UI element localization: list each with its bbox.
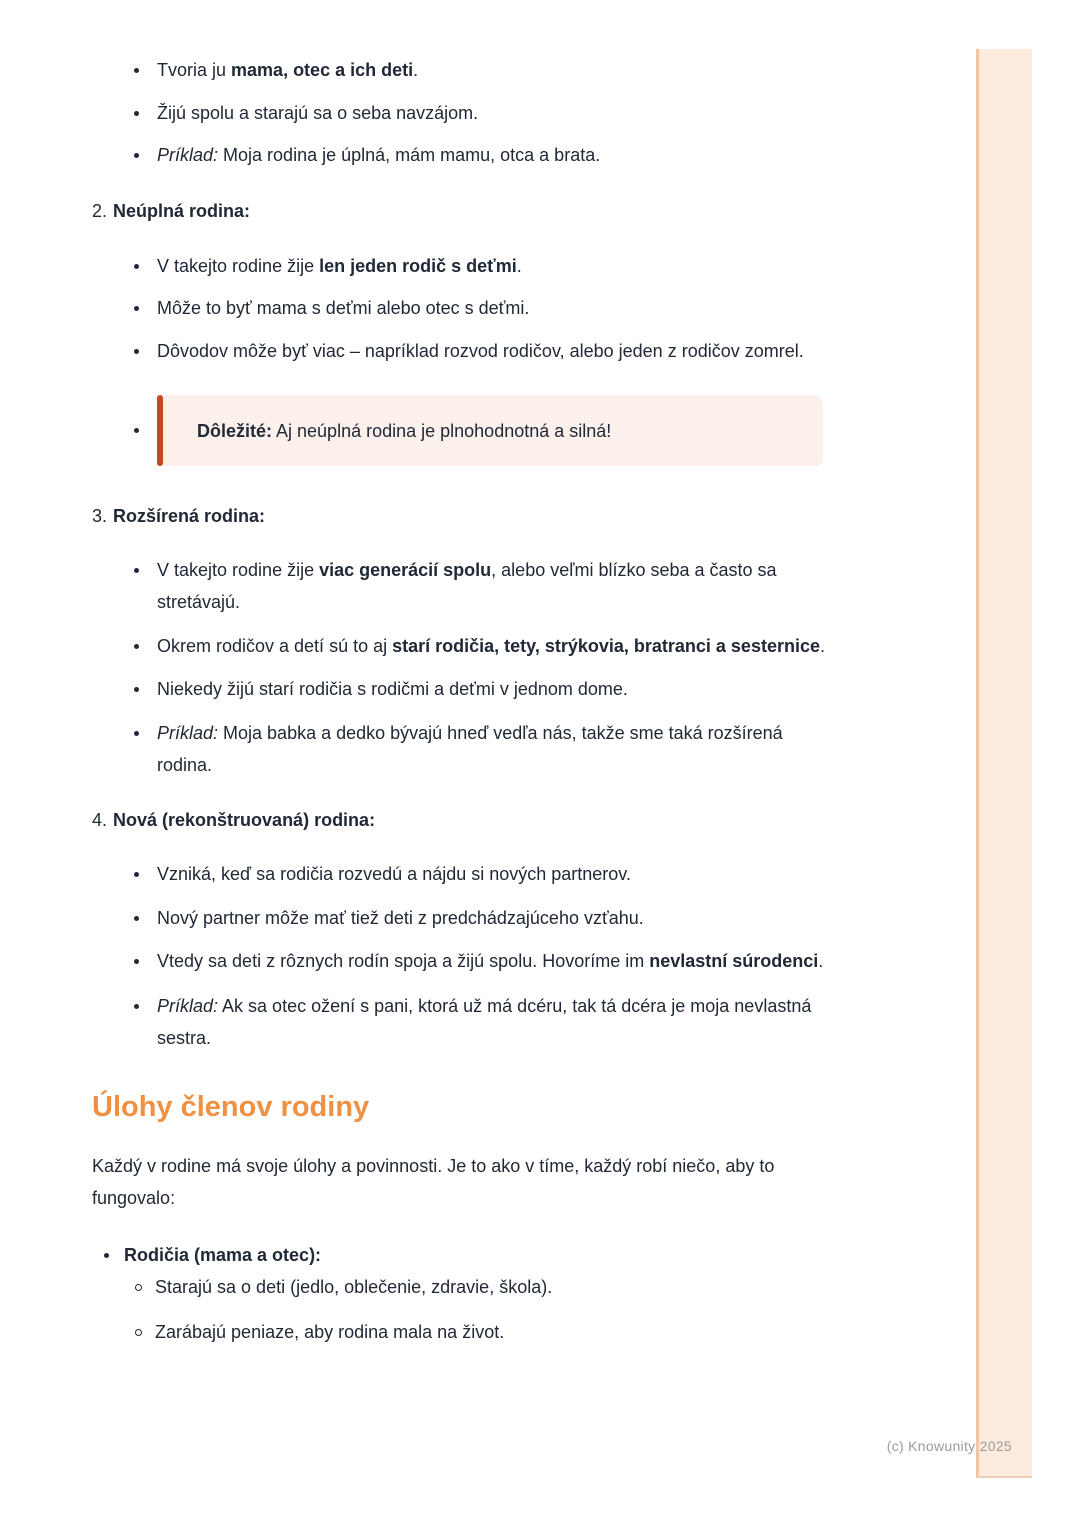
bullet-dot bbox=[134, 306, 139, 311]
bullet-dot bbox=[134, 153, 139, 158]
list-item-text: Žijú spolu a starajú sa o seba navzájom. bbox=[157, 103, 479, 123]
list-item bbox=[92, 335, 832, 367]
bullet-dot bbox=[134, 916, 139, 921]
list-item-text: Príklad: Ak sa otec ožení s pani, ktorá už má dcéru, tak tá dcéra je moja nevlastná sestra. bbox=[157, 996, 812, 1048]
list-item-text: Dôvodov môže byť viac – napríklad rozvod rodičov, alebo jeden z rodičov zomrel. bbox=[157, 341, 804, 361]
list-item bbox=[92, 54, 832, 86]
bullet-dot bbox=[134, 687, 139, 692]
list-item bbox=[92, 945, 832, 977]
list-item bbox=[92, 1239, 832, 1271]
heading-number: 4. bbox=[92, 810, 108, 830]
list-item-text: Vtedy sa deti z rôznych rodín spoja a žijú spolu. Hovoríme im nevlastní súrodenci. bbox=[157, 951, 824, 971]
roles-intro-paragraph: Každý v rodine má svoje úlohy a povinnosti. Je to ako v tíme, každý robí niečo, aby to fungovalo: bbox=[92, 1156, 775, 1208]
list-item-text: Okrem rodičov a detí sú to aj starí rodičia, tety, strýkovia, bratranci a sesternice. bbox=[157, 636, 825, 656]
bullet-dot bbox=[134, 644, 139, 649]
list-item bbox=[92, 250, 832, 282]
callout-text: Dôležité: Aj neúplná rodina je plnohodnotná a silná! bbox=[197, 420, 612, 441]
page-edge-stripe bbox=[976, 49, 1032, 1478]
list-item-text: Nový partner môže mať tiež deti z predchádzajúceho vzťahu. bbox=[157, 908, 644, 928]
list-item bbox=[92, 717, 832, 781]
bullet-dot bbox=[134, 111, 139, 116]
list-item bbox=[92, 902, 832, 934]
list-item-text: Zarábajú peniaze, aby rodina mala na život. bbox=[155, 1322, 505, 1342]
heading-title: Nová (rekonštruovaná) rodina: bbox=[113, 810, 376, 830]
list-item bbox=[92, 1316, 832, 1348]
list-item-text: V takejto rodine žije viac generácií spolu, alebo veľmi blízko seba a často sa stretávajú. bbox=[157, 560, 777, 612]
heading-title: Neúplná rodina: bbox=[113, 201, 251, 221]
list-item bbox=[92, 97, 832, 129]
numbered-heading bbox=[92, 500, 832, 532]
heading-number: 3. bbox=[92, 506, 108, 526]
list-item bbox=[92, 990, 832, 1054]
bullet-dot bbox=[104, 1253, 109, 1258]
callout-row bbox=[92, 395, 832, 466]
list-item-text: Príklad: Moja rodina je úplná, mám mamu, otca a brata. bbox=[157, 145, 601, 165]
list-item bbox=[92, 139, 832, 171]
important-callout bbox=[157, 395, 823, 466]
copyright-watermark: (c) Knowunity 2025 bbox=[886, 1438, 1012, 1454]
list-item-text: Rodičia (mama a otec): bbox=[124, 1245, 322, 1265]
bullet-dot bbox=[134, 1004, 139, 1009]
list-item-text: Starajú sa o deti (jedlo, oblečenie, zdravie, škola). bbox=[155, 1277, 553, 1297]
list-item bbox=[92, 554, 832, 618]
list-item-text: Môže to byť mama s deťmi alebo otec s deťmi. bbox=[157, 298, 530, 318]
bullet-dot bbox=[134, 428, 139, 433]
list-item-text: V takejto rodine žije len jeden rodič s deťmi. bbox=[157, 256, 522, 276]
list-item bbox=[92, 630, 832, 662]
list-item bbox=[92, 292, 832, 324]
bullet-dot bbox=[134, 731, 139, 736]
list-item-text: Príklad: Moja babka a dedko bývajú hneď vedľa nás, takže sme taká rozšírená rodina. bbox=[157, 723, 783, 775]
circle-bullet-icon bbox=[135, 1284, 142, 1291]
numbered-heading bbox=[92, 804, 832, 836]
list-item bbox=[92, 1271, 832, 1303]
list-item bbox=[92, 858, 832, 890]
callout-accent-bar bbox=[157, 395, 163, 466]
bullet-dot bbox=[134, 872, 139, 877]
roles-section-heading: Úlohy členov rodiny bbox=[92, 1091, 370, 1123]
bullet-dot bbox=[134, 264, 139, 269]
list-item-text: Niekedy žijú starí rodičia s rodičmi a deťmi v jednom dome. bbox=[157, 679, 628, 699]
circle-bullet-icon bbox=[135, 1329, 142, 1336]
list-item-text: Tvoria ju mama, otec a ich deti. bbox=[157, 60, 419, 80]
heading-number: 2. bbox=[92, 201, 108, 221]
bullet-dot bbox=[134, 68, 139, 73]
list-item-text: Vzniká, keď sa rodičia rozvedú a nájdu si nových partnerov. bbox=[157, 864, 631, 884]
document-content bbox=[92, 0, 832, 1348]
bullet-dot bbox=[134, 568, 139, 573]
heading-title: Rozšírená rodina: bbox=[113, 506, 266, 526]
bullet-dot bbox=[134, 349, 139, 354]
bullet-dot bbox=[134, 959, 139, 964]
list-item bbox=[92, 673, 832, 705]
numbered-heading bbox=[92, 195, 832, 227]
